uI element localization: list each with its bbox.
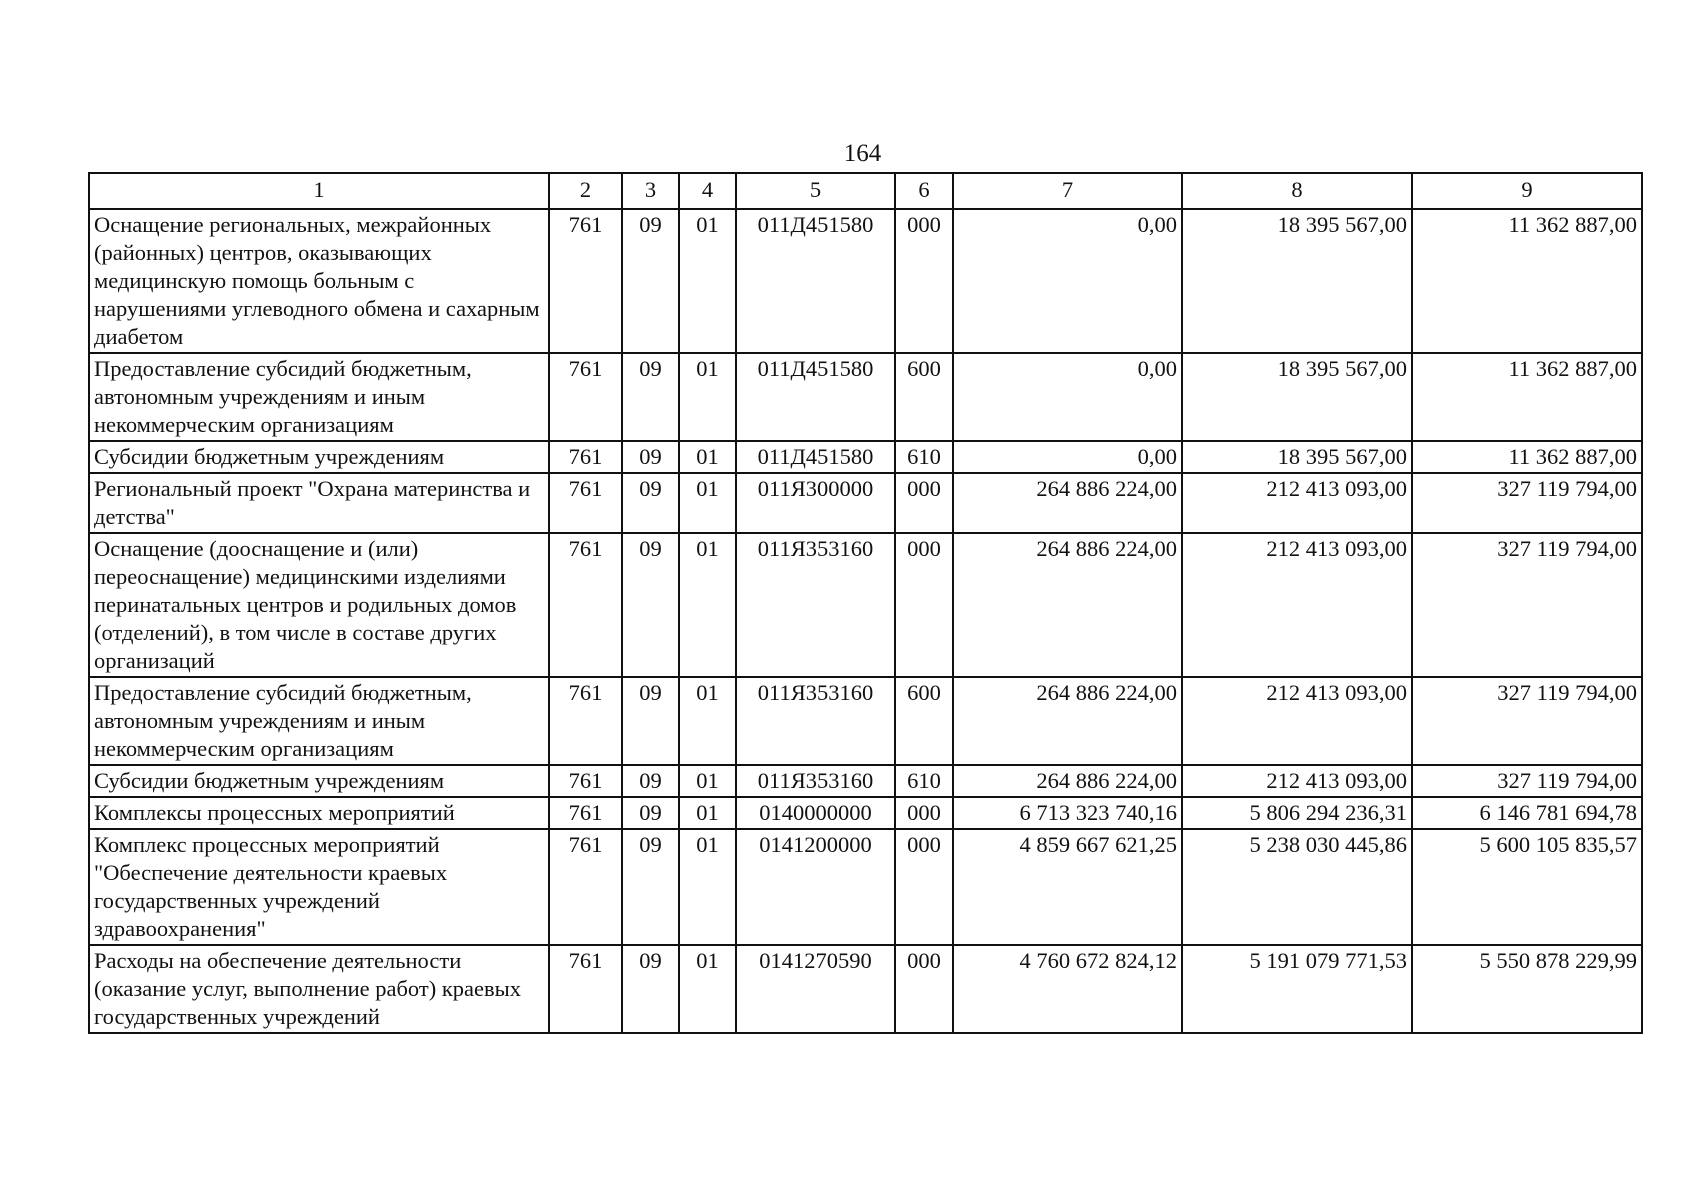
subsection-code-cell: 01	[679, 797, 736, 829]
amount-col7-cell: 264 886 224,00	[953, 473, 1182, 533]
expense-name-cell: Комплекс процессных мероприятий "Обеспечение деятельности краевых государственных учреждений здравоохранения"	[89, 829, 549, 945]
target-article-cell: 011Д451580	[736, 441, 895, 473]
amount-col8-cell: 212 413 093,00	[1182, 765, 1412, 797]
section-code-cell: 09	[622, 765, 679, 797]
amount-col7-cell: 4 760 672 824,12	[953, 945, 1182, 1033]
amount-col8-cell: 212 413 093,00	[1182, 473, 1412, 533]
amount-col7-cell: 0,00	[953, 441, 1182, 473]
section-code-cell: 09	[622, 353, 679, 441]
expense-name-cell: Субсидии бюджетным учреждениям	[89, 441, 549, 473]
target-article-cell: 0141200000	[736, 829, 895, 945]
expense-type-cell: 000	[895, 533, 953, 677]
ministry-code-cell: 761	[549, 765, 622, 797]
expense-name-cell: Предоставление субсидий бюджетным, автономным учреждениям и иным некоммерческим организациям	[89, 677, 549, 765]
column-header: 3	[622, 173, 679, 209]
page-number: 164	[843, 140, 882, 167]
column-header: 4	[679, 173, 736, 209]
amount-col8-cell: 18 395 567,00	[1182, 441, 1412, 473]
amount-col9-cell: 5 550 878 229,99	[1412, 945, 1642, 1033]
expense-type-cell: 610	[895, 765, 953, 797]
amount-col9-cell: 11 362 887,00	[1412, 353, 1642, 441]
subsection-code-cell: 01	[679, 533, 736, 677]
table-row	[89, 473, 1642, 533]
ministry-code-cell: 761	[549, 473, 622, 533]
target-article-cell: 011Я353160	[736, 677, 895, 765]
table-row	[89, 441, 1642, 473]
table-row	[89, 353, 1642, 441]
subsection-code-cell: 01	[679, 677, 736, 765]
amount-col8-cell: 212 413 093,00	[1182, 533, 1412, 677]
section-code-cell: 09	[622, 945, 679, 1033]
expense-name-cell: Оснащение (дооснащение и (или) переоснащение) медицинскими изделиями перинатальных центров и родильных домов (отделений), в том числе в составе других организаций	[89, 533, 549, 677]
column-header: 8	[1182, 173, 1412, 209]
amount-col7-cell: 264 886 224,00	[953, 677, 1182, 765]
amount-col9-cell: 11 362 887,00	[1412, 209, 1642, 353]
subsection-code-cell: 01	[679, 829, 736, 945]
subsection-code-cell: 01	[679, 765, 736, 797]
amount-col8-cell: 212 413 093,00	[1182, 677, 1412, 765]
section-code-cell: 09	[622, 797, 679, 829]
expense-type-cell: 600	[895, 353, 953, 441]
column-header: 1	[89, 173, 549, 209]
table-row	[89, 797, 1642, 829]
amount-col9-cell: 6 146 781 694,78	[1412, 797, 1642, 829]
target-article-cell: 011Я300000	[736, 473, 895, 533]
budget-table	[88, 172, 1643, 1034]
expense-name-cell: Субсидии бюджетным учреждениям	[89, 765, 549, 797]
amount-col7-cell: 0,00	[953, 353, 1182, 441]
column-header: 9	[1412, 173, 1642, 209]
expense-name-cell: Комплексы процессных мероприятий	[89, 797, 549, 829]
target-article-cell: 011Я353160	[736, 533, 895, 677]
expense-name-cell: Расходы на обеспечение деятельности (оказание услуг, выполнение работ) краевых государственных учреждений	[89, 945, 549, 1033]
ministry-code-cell: 761	[549, 797, 622, 829]
ministry-code-cell: 761	[549, 829, 622, 945]
subsection-code-cell: 01	[679, 473, 736, 533]
ministry-code-cell: 761	[549, 945, 622, 1033]
amount-col8-cell: 18 395 567,00	[1182, 353, 1412, 441]
amount-col8-cell: 5 806 294 236,31	[1182, 797, 1412, 829]
target-article-cell: 011Я353160	[736, 765, 895, 797]
column-header: 2	[549, 173, 622, 209]
amount-col8-cell: 5 191 079 771,53	[1182, 945, 1412, 1033]
table-row	[89, 677, 1642, 765]
ministry-code-cell: 761	[549, 533, 622, 677]
amount-col9-cell: 5 600 105 835,57	[1412, 829, 1642, 945]
ministry-code-cell: 761	[549, 677, 622, 765]
expense-type-cell: 000	[895, 209, 953, 353]
header-row	[89, 173, 1642, 209]
subsection-code-cell: 01	[679, 209, 736, 353]
amount-col7-cell: 264 886 224,00	[953, 765, 1182, 797]
section-code-cell: 09	[622, 473, 679, 533]
amount-col8-cell: 5 238 030 445,86	[1182, 829, 1412, 945]
target-article-cell: 0140000000	[736, 797, 895, 829]
column-header: 5	[736, 173, 895, 209]
amount-col7-cell: 4 859 667 621,25	[953, 829, 1182, 945]
amount-col9-cell: 327 119 794,00	[1412, 533, 1642, 677]
expense-type-cell: 000	[895, 473, 953, 533]
expense-type-cell: 610	[895, 441, 953, 473]
section-code-cell: 09	[622, 441, 679, 473]
amount-col7-cell: 6 713 323 740,16	[953, 797, 1182, 829]
expense-type-cell: 600	[895, 677, 953, 765]
section-code-cell: 09	[622, 533, 679, 677]
table-row	[89, 765, 1642, 797]
target-article-cell: 0141270590	[736, 945, 895, 1033]
section-code-cell: 09	[622, 829, 679, 945]
table-row	[89, 533, 1642, 677]
expense-name-cell: Предоставление субсидий бюджетным, автономным учреждениям и иным некоммерческим организациям	[89, 353, 549, 441]
subsection-code-cell: 01	[679, 353, 736, 441]
ministry-code-cell: 761	[549, 209, 622, 353]
section-code-cell: 09	[622, 677, 679, 765]
target-article-cell: 011Д451580	[736, 209, 895, 353]
subsection-code-cell: 01	[679, 945, 736, 1033]
column-header: 6	[895, 173, 953, 209]
expense-name-cell: Оснащение региональных, межрайонных (районных) центров, оказывающих медицинскую помощь больным с нарушениями углеводного обмена и сахарным диабетом	[89, 209, 549, 353]
ministry-code-cell: 761	[549, 441, 622, 473]
amount-col8-cell: 18 395 567,00	[1182, 209, 1412, 353]
amount-col7-cell: 264 886 224,00	[953, 533, 1182, 677]
expense-type-cell: 000	[895, 829, 953, 945]
column-header: 7	[953, 173, 1182, 209]
section-code-cell: 09	[622, 209, 679, 353]
subsection-code-cell: 01	[679, 441, 736, 473]
amount-col9-cell: 11 362 887,00	[1412, 441, 1642, 473]
amount-col9-cell: 327 119 794,00	[1412, 677, 1642, 765]
expense-type-cell: 000	[895, 945, 953, 1033]
amount-col7-cell: 0,00	[953, 209, 1182, 353]
table-row	[89, 829, 1642, 945]
expense-type-cell: 000	[895, 797, 953, 829]
target-article-cell: 011Д451580	[736, 353, 895, 441]
ministry-code-cell: 761	[549, 353, 622, 441]
expense-name-cell: Региональный проект "Охрана материнства и детства"	[89, 473, 549, 533]
table-row	[89, 209, 1642, 353]
amount-col9-cell: 327 119 794,00	[1412, 473, 1642, 533]
amount-col9-cell: 327 119 794,00	[1412, 765, 1642, 797]
table-row	[89, 945, 1642, 1033]
